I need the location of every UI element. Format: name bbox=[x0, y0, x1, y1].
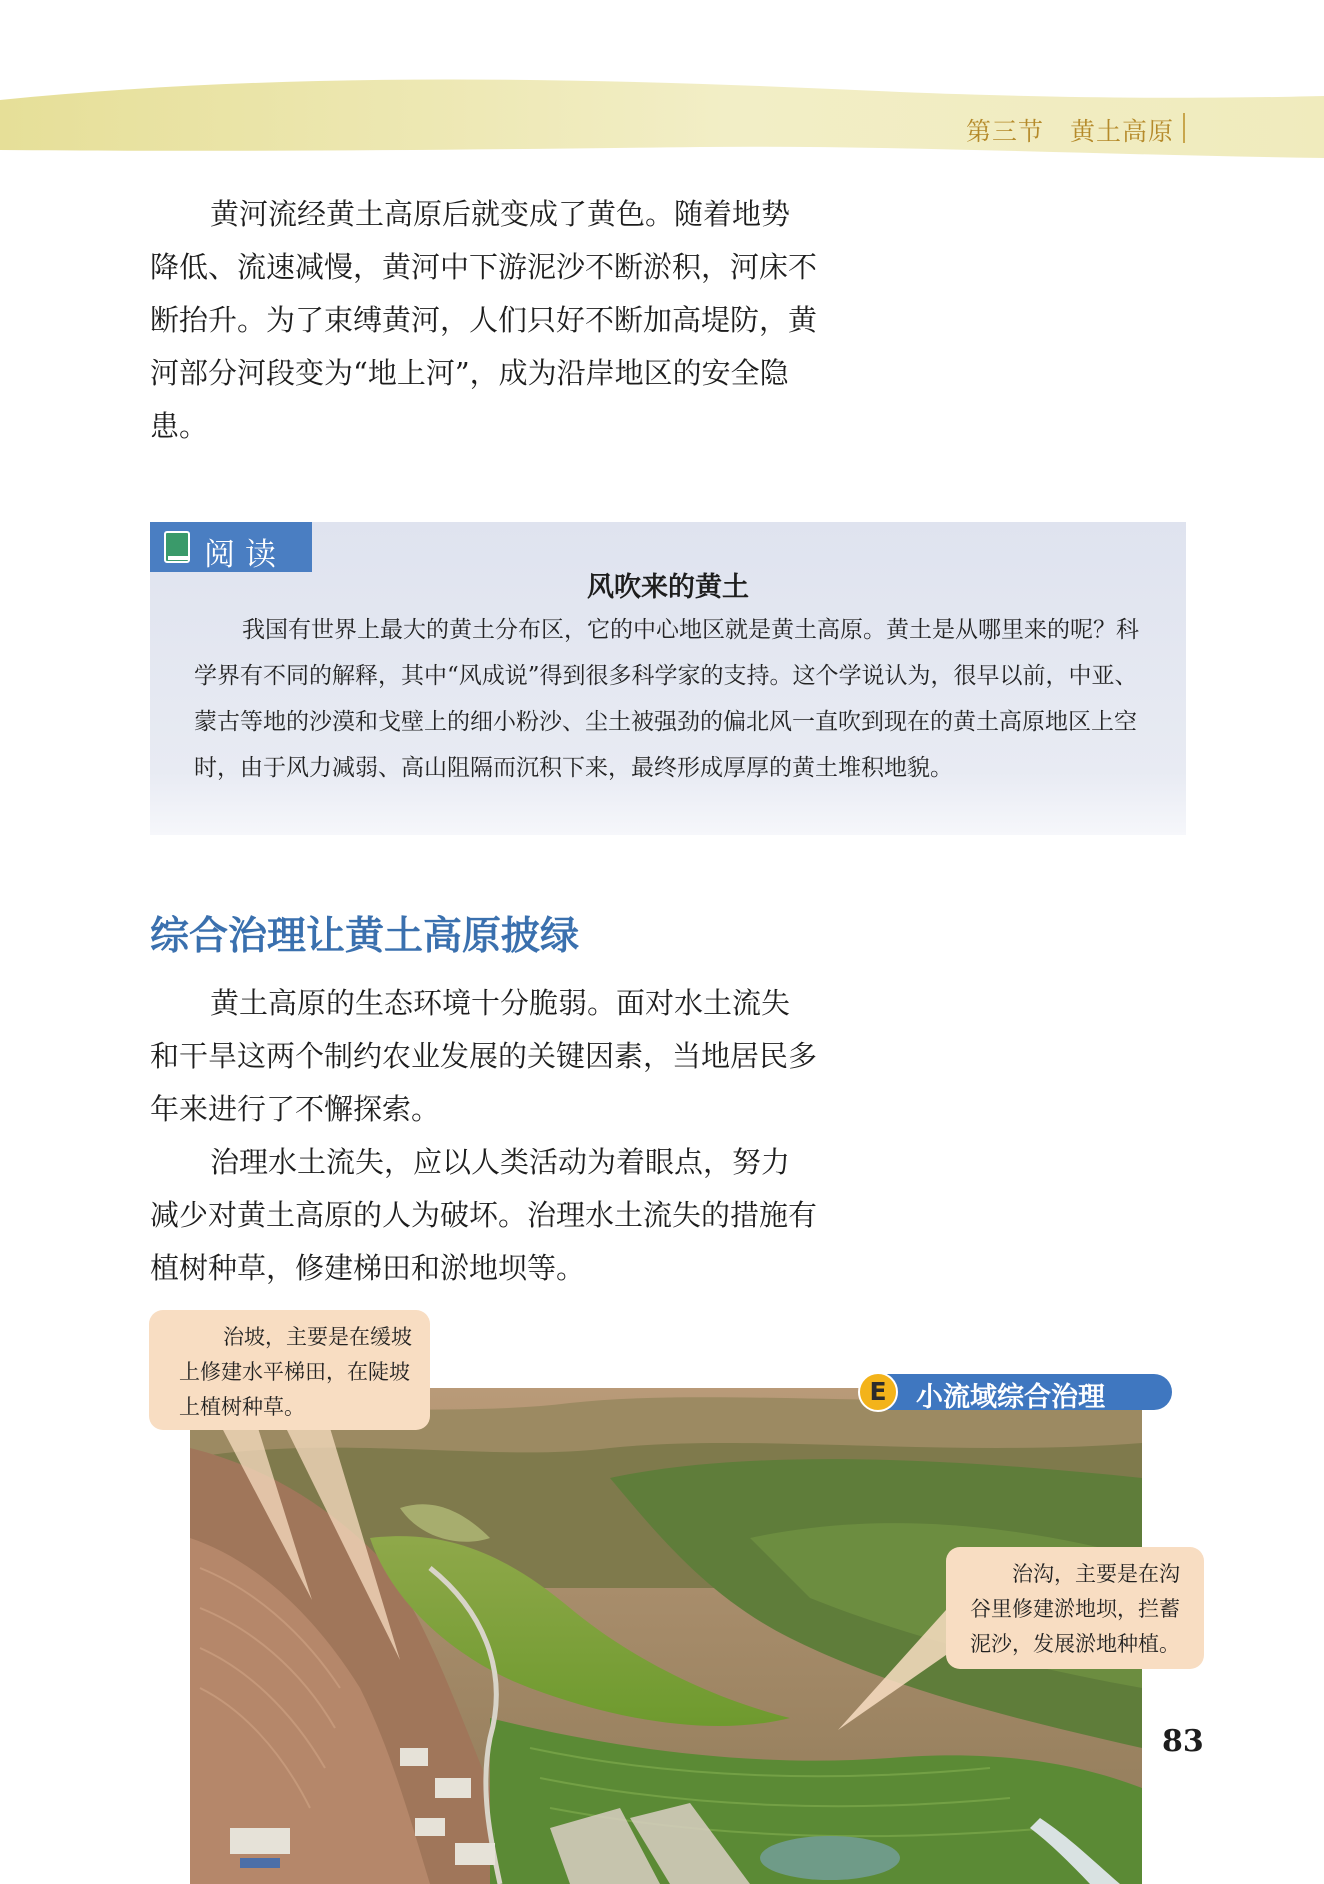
header-divider bbox=[1183, 113, 1185, 143]
figure-badge: E bbox=[858, 1372, 898, 1412]
callout-slope-text: 治坡，主要是在缓坡上修建水平梯田，在陡坡上植树种草。 bbox=[179, 1325, 412, 1419]
header-section: 第三节 bbox=[965, 117, 1044, 146]
figure-caption-text: 小流域综合治理 bbox=[916, 1382, 1105, 1413]
reading-body-text: 我国有世界上最大的黄土分布区，它的中心地区就是黄土高原。黄土是从哪里来的呢？科学界有不同的解释，其中“风成说”得到很多科学家的支持。这个学说认为，很早以前，中亚、蒙古等地的沙漠和戈壁上的细小粉沙、尘土被强劲的偏北风一直吹到现在的黄土高原地区上空时，由于风力减弱、高山阻隔而沉积下来，最终形成厚厚的黄土堆积地貌。 bbox=[194, 617, 1139, 781]
page-number: 83 bbox=[1162, 1724, 1204, 1759]
paragraph-measures bbox=[150, 1136, 818, 1295]
reading-title: 风吹来的黄土 bbox=[587, 572, 749, 603]
section-heading: 综合治理让黄土高原披绿 bbox=[150, 913, 580, 959]
reading-body bbox=[194, 607, 1144, 791]
paragraph-text: 黄土高原的生态环境十分脆弱。面对水土流失和干旱这两个制约农业发展的关键因素，当地居民多年来进行了不懈探索。 bbox=[150, 986, 818, 1126]
header-title-text: 黄土高原 bbox=[1069, 117, 1174, 146]
paragraph-text: 黄河流经黄土高原后就变成了黄色。随着地势降低、流速减慢，黄河中下游泥沙不断淤积，河床不断抬升。为了束缚黄河，人们只好不断加高堤防，黄河部分河段变为“地上河”，成为沿岸地区的安全隐患。 bbox=[150, 197, 818, 443]
paragraph-ecology bbox=[150, 977, 818, 1136]
running-header bbox=[966, 112, 1174, 148]
reading-tag-label: 阅读 bbox=[204, 537, 286, 573]
callout-gully-text: 治沟，主要是在沟谷里修建淤地坝，拦蓄泥沙，发展淤地种植。 bbox=[970, 1562, 1180, 1656]
callout-slope bbox=[149, 1310, 430, 1430]
paragraph-text: 治理水土流失，应以人类活动为着眼点，努力减少对黄土高原的人为破坏。治理水土流失的措施有植树种草，修建梯田和淤地坝等。 bbox=[150, 1145, 818, 1285]
paragraph-yellow-river bbox=[150, 188, 818, 453]
callout-gully bbox=[946, 1547, 1204, 1669]
book-icon bbox=[164, 531, 190, 563]
